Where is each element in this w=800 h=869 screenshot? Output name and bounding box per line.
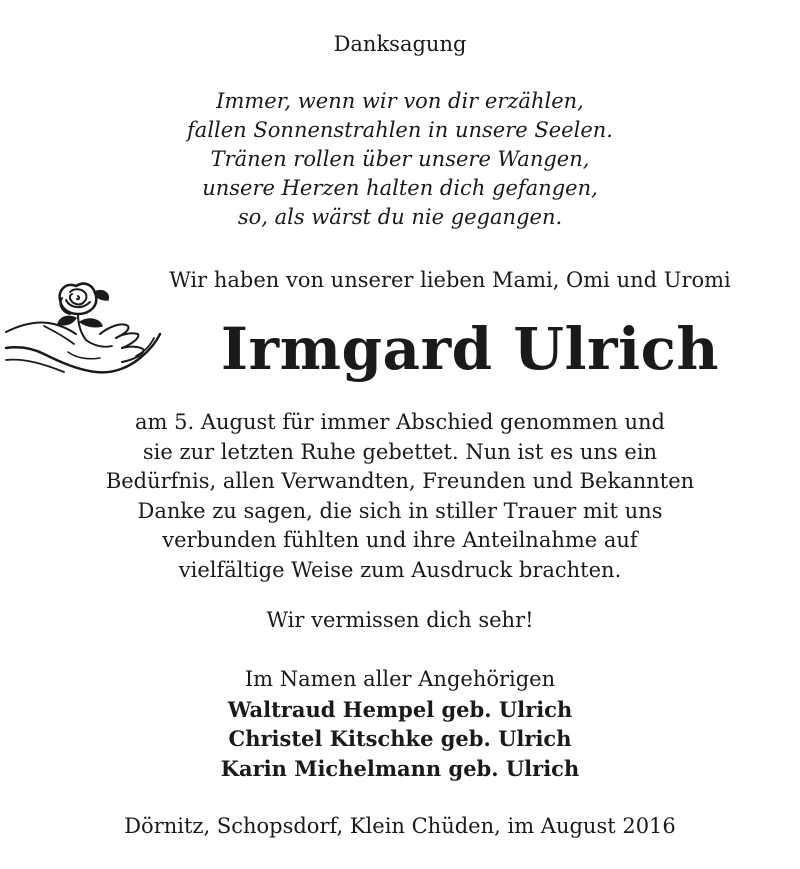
signoff-name: Karin Michelmann geb. Ulrich	[220, 755, 580, 781]
poem-line: Immer, wenn wir von dir erzählen,	[216, 89, 584, 113]
miss-text: Wir vermissen dich sehr!	[266, 608, 534, 632]
body-line: Danke zu sagen, die sich in stiller Trauer mit uns	[137, 498, 663, 523]
intro-text: Wir haben von unserer lieben Mami, Omi und Uromi	[169, 268, 731, 292]
body-line: Bedürfnis, allen Verwandten, Freunden und Bekannten	[105, 469, 695, 493]
poem-line: unsere Herzen halten dich gefangen,	[202, 176, 598, 200]
signoff-name: Christel Kitschke geb. Ulrich	[228, 726, 572, 751]
poem	[0, 87, 800, 232]
body-text	[30, 408, 770, 585]
deceased-name: Irmgard Ulrich	[220, 315, 720, 383]
poem-line: so, als wärst du nie gegangen.	[237, 205, 563, 229]
body-line: sie zur letzten Ruhe gebettet. Nun ist es uns ein	[142, 439, 658, 464]
poem-line: fallen Sonnenstrahlen in unsere Seelen.	[187, 118, 613, 142]
body-line: verbunden fühlten und ihre Anteilnahme auf	[162, 528, 638, 552]
place-date: Dörnitz, Schopsdorf, Klein Chüden, im August 2016	[124, 814, 676, 838]
notice-title: Danksagung	[333, 32, 467, 56]
signoff-intro: Im Namen aller Angehörigen	[244, 667, 556, 691]
signoff-name: Waltraud Hempel geb. Ulrich	[227, 696, 573, 722]
poem-line: Tränen rollen über unsere Wangen,	[210, 147, 590, 171]
body-line: vielfältige Weise zum Ausdruck brachten.	[178, 557, 622, 582]
body-line: am 5. August für immer Abschied genommen und	[135, 410, 665, 434]
signoff	[0, 665, 800, 783]
